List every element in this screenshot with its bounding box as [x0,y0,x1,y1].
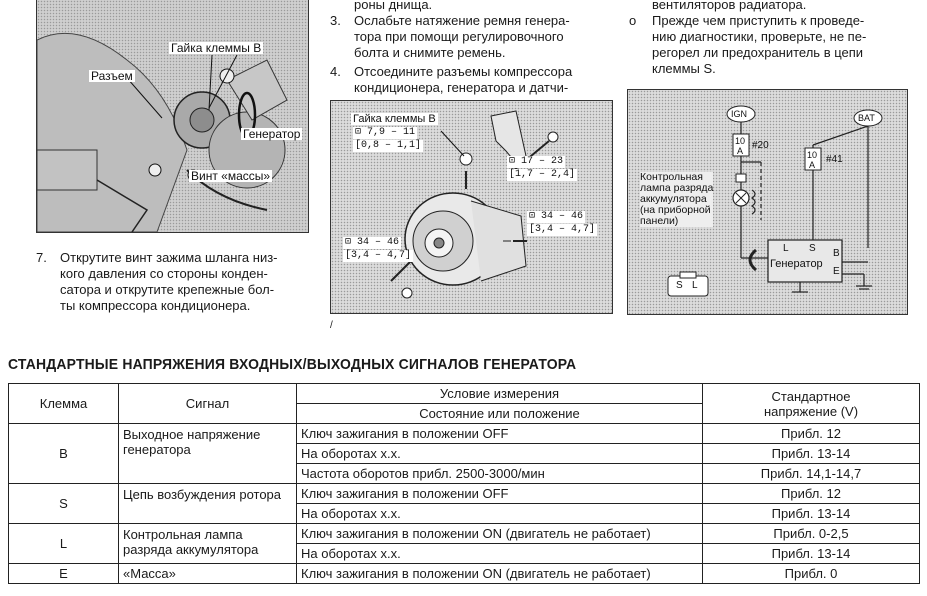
cell-signal-l: Контрольная лампа разряда аккумулятора [119,524,297,564]
generator-label: Генератор [770,258,823,270]
right-bullet-line: регорел ли предохранитель в цепи [652,45,864,60]
figure-engine-photo [36,0,309,233]
step3-text [354,13,614,61]
middle-top-line: роны днища. [354,0,433,12]
alt-torque2-a: ⊡ 17 – 23 [509,156,564,167]
cell-condition: На оборотах х.х. [297,504,703,524]
ign-label: IGN [731,109,748,119]
cell-condition: Ключ зажигания в положении OFF [297,484,703,504]
bullet-marker: o [629,13,637,28]
cell-voltage: Прибл. 0-2,5 [703,524,920,544]
step4-number: 4. [330,64,341,79]
cell-terminal-s: S [9,484,119,524]
step4-text [354,64,614,96]
right-bullet-line: клеммы S. [652,61,716,76]
section-title: СТАНДАРТНЫЕ НАПРЯЖЕНИЯ ВХОДНЫХ/ВЫХОДНЫХ СИГНАЛОВ ГЕНЕРАТОРА [8,356,577,373]
alt-torque3-value: 34 – 46 [541,211,584,222]
cell-signal-s: Цепь возбуждения ротора [119,484,297,524]
alt-torque1-a: ⊡ 7,9 – 11 [355,127,416,138]
fuse1-number: #20 [752,140,769,151]
step7-line: кого давления со стороны конден- [60,266,268,281]
lamp-caption-line: лампа разряда [640,182,714,194]
fuse2-unit: A [809,160,816,170]
fuse2-number: #41 [826,154,843,165]
figure-circuit [627,89,908,315]
fuse1-unit: A [737,146,744,156]
header-terminal: Клемма [9,384,119,424]
cell-voltage: Прибл. 0 [703,564,920,584]
label-connector: Разъем [91,69,133,83]
table-row [9,484,920,504]
right-bullet-line: Прежде чем приступить к проведе- [652,13,865,28]
cell-voltage: Прибл. 14,1-14,7 [703,464,920,484]
lamp-caption-line: Контрольная [640,171,703,183]
right-top-line: вентиляторов радиатора. [652,0,807,12]
table-header-row [9,384,920,404]
header-condition: Условие измерения [297,384,703,404]
conn-s-label: S [676,280,683,291]
bat-label: BAT [858,113,875,123]
cell-signal-e: «Масса» [119,564,297,584]
label-nut-b: Гайка клеммы B [171,41,262,55]
step4-line: кондиционера, генератора и датчи- [354,80,569,95]
step7-number: 7. [36,250,47,265]
cell-voltage: Прибл. 12 [703,484,920,504]
term-l-label: L [783,243,789,254]
lamp-caption-line: (на приборной [640,204,711,216]
step3-line: Ослабьте натяжение ремня генера- [354,13,570,28]
cell-condition: Частота оборотов прибл. 2500-3000/мин [297,464,703,484]
cell-condition: Ключ зажигания в положении OFF [297,424,703,444]
alt-torque3-b: [3,4 – 4,7] [529,224,596,235]
term-s-label: S [809,243,816,254]
header-voltage-line: напряжение (V) [763,403,859,419]
alt-torque4-a: ⊡ 34 – 46 [345,237,400,248]
voltage-table [8,383,920,584]
table-row [9,564,920,584]
connector-icon [668,276,708,296]
cell-terminal-l: L [9,524,119,564]
table-row [9,524,920,544]
alt-torque4-b: [3,4 – 4,7] [345,250,412,261]
cell-signal-b: Выходное напряжение генератора [119,424,297,484]
alt-label-nut-b: Гайка клеммы B [353,113,436,125]
cell-condition: На оборотах х.х. [297,444,703,464]
step3-line: тора при помощи регулировочного [354,29,564,44]
cell-condition: Ключ зажигания в положении ON (двигатель не работает) [297,524,703,544]
step7-text [60,250,310,314]
header-voltage [703,384,920,424]
term-e-label: E [833,266,840,277]
term-b-label: B [833,248,840,259]
cell-voltage: Прибл. 13-14 [703,544,920,564]
fuse1-amps: 10 [735,136,746,146]
cell-voltage: Прибл. 13-14 [703,444,920,464]
cell-condition: На оборотах х.х. [297,544,703,564]
cell-terminal-b: B [9,424,119,484]
lamp-caption [640,172,713,227]
label-ground-screw: Винт «массы» [191,169,271,183]
cell-terminal-e: E [9,564,119,584]
step7-line: ты компрессора кондиционера. [60,298,251,313]
lamp-caption-line: аккумулятора [640,193,707,205]
header-state: Состояние или положение [297,404,703,424]
alt-torque3-a: ⊡ 34 – 46 [529,211,584,222]
step3-line: болта и снимите ремень. [354,45,506,60]
fuse2-amps: 10 [807,150,818,160]
header-voltage-line: Стандартное [771,388,851,404]
right-bullet-line: нию диагностики, проверьте, не пе- [652,29,867,44]
alt-torque1-b: [0,8 – 1,1] [355,140,422,151]
header-signal: Сигнал [119,384,297,424]
right-bullet-text [652,13,922,77]
engine-illustration [37,0,308,232]
cell-condition: Ключ зажигания в положении ON (двигатель не работает) [297,564,703,584]
step7-line: Открутите винт зажима шланга низ- [60,250,278,265]
lamp-caption-line: панели) [640,215,679,227]
step3-number: 3. [330,13,341,28]
step4-line: Отсоедините разъемы компрессора [354,64,573,79]
cell-voltage: Прибл. 12 [703,424,920,444]
label-generator: Генератор [243,127,301,141]
figure-alternator [330,100,613,314]
alt-torque2-value: 17 – 23 [521,156,564,167]
stray-mark: / [330,320,333,331]
table-row [9,424,920,444]
alt-torque4-value: 34 – 46 [357,237,400,248]
alt-torque2-b: [1,7 – 2,4] [509,169,576,180]
conn-l-label: L [692,280,698,291]
alt-torque1-value: 7,9 – 11 [367,127,416,138]
step7-line: сатора и открутите крепежные бол- [60,282,275,297]
cell-voltage: Прибл. 13-14 [703,504,920,524]
